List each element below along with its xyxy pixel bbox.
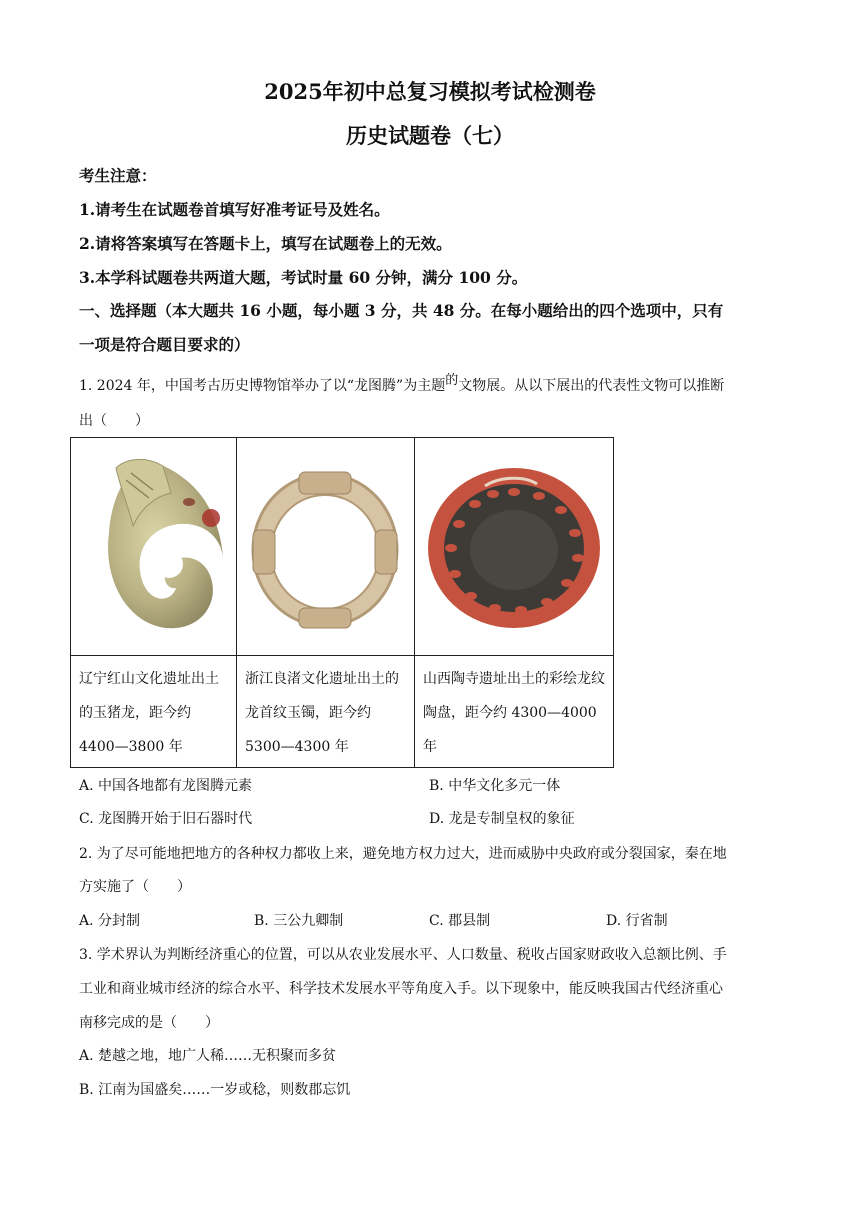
relics-table <box>70 437 614 768</box>
q1-option-b[interactable]: B. 中华文化多元一体 <box>429 778 561 794</box>
q1-stem-line2: 出（ ） <box>79 413 149 429</box>
q2-option-d[interactable]: D. 行省制 <box>606 913 668 929</box>
q2-stem-line1: 2. 为了尽可能地把地方的各种权力都收上来，避免地方权力过大，进而威胁中央政府或分裂国家，秦在地 <box>79 846 727 862</box>
relic-image-cell-3 <box>415 438 614 656</box>
q2-option-c[interactable]: C. 郡县制 <box>429 913 491 929</box>
section-heading-line1: 一、选择题（本大题共 16 小题，每小题 3 分，共 48 分。在每小题给出的四个选项中，只有 <box>79 301 724 320</box>
notice-item-2: 2.请将答案填写在答题卡上，填写在试题卷上的无效。 <box>79 234 452 253</box>
q1-stem-part1: 1. 2024 年，中国考古历史博物馆举办了以“龙图腾”为主题 <box>79 378 446 394</box>
notice-item-1: 1.请考生在试题卷首填写好准考证号及姓名。 <box>79 200 390 219</box>
q1-option-c[interactable]: C. 龙图腾开始于旧石器时代 <box>79 811 253 827</box>
relic-caption-1: 辽宁红山文化遗址出土的玉猪龙，距今约 4400—3800 年 <box>71 656 237 768</box>
q2-stem-line2: 方实施了（ ） <box>79 879 191 895</box>
relic-image-cell-1 <box>71 438 237 656</box>
q2-option-a[interactable]: A. 分封制 <box>79 913 141 929</box>
exam-title: 2025年初中总复习模拟考试检测卷 <box>264 79 596 104</box>
q3-option-b[interactable]: B. 江南为国盛矣……一岁或稔，则数郡忘饥 <box>79 1082 351 1098</box>
painted-pottery-plate-icon <box>415 438 613 651</box>
jade-pig-dragon-icon <box>71 438 236 651</box>
q1-stem-line1 <box>79 375 724 395</box>
jade-bracelet-icon <box>237 438 414 651</box>
exam-subtitle: 历史试题卷（七） <box>346 123 514 148</box>
q3-option-a[interactable]: A. 楚越之地，地广人稀……无积聚而多贫 <box>79 1048 337 1064</box>
q3-stem-line3: 南移完成的是（ ） <box>79 1015 219 1031</box>
q2-option-b[interactable]: B. 三公九卿制 <box>254 913 344 929</box>
q1-stem-small-char: 的 <box>445 373 459 388</box>
relic-caption-2: 浙江良渚文化遗址出土的龙首纹玉镯，距今约 5300—4300 年 <box>237 656 415 768</box>
relic-image-cell-2 <box>237 438 415 656</box>
relic-caption-3: 山西陶寺遗址出土的彩绘龙纹陶盘，距今约 4300—4000 年 <box>415 656 614 768</box>
q1-stem-part2: 文物展。从以下展出的代表性文物可以推断 <box>458 378 725 394</box>
q1-option-d[interactable]: D. 龙是专制皇权的象征 <box>429 811 575 827</box>
q3-stem-line2: 工业和商业城市经济的综合水平、科学技术发展水平等角度入手。以下现象中，能反映我国古代经济重心 <box>79 981 723 997</box>
q1-option-a[interactable]: A. 中国各地都有龙图腾元素 <box>79 778 253 794</box>
notice-item-3: 3.本学科试题卷共两道大题，考试时量 60 分钟，满分 100 分。 <box>79 268 528 287</box>
notice-heading: 考生注意： <box>79 166 157 185</box>
section-heading-line2: 一项是符合题目要求的） <box>79 335 250 354</box>
q3-stem-line1: 3. 学术界认为判断经济重心的位置，可以从农业发展水平、人口数量、税收占国家财政收入总额比例、手 <box>79 947 727 963</box>
